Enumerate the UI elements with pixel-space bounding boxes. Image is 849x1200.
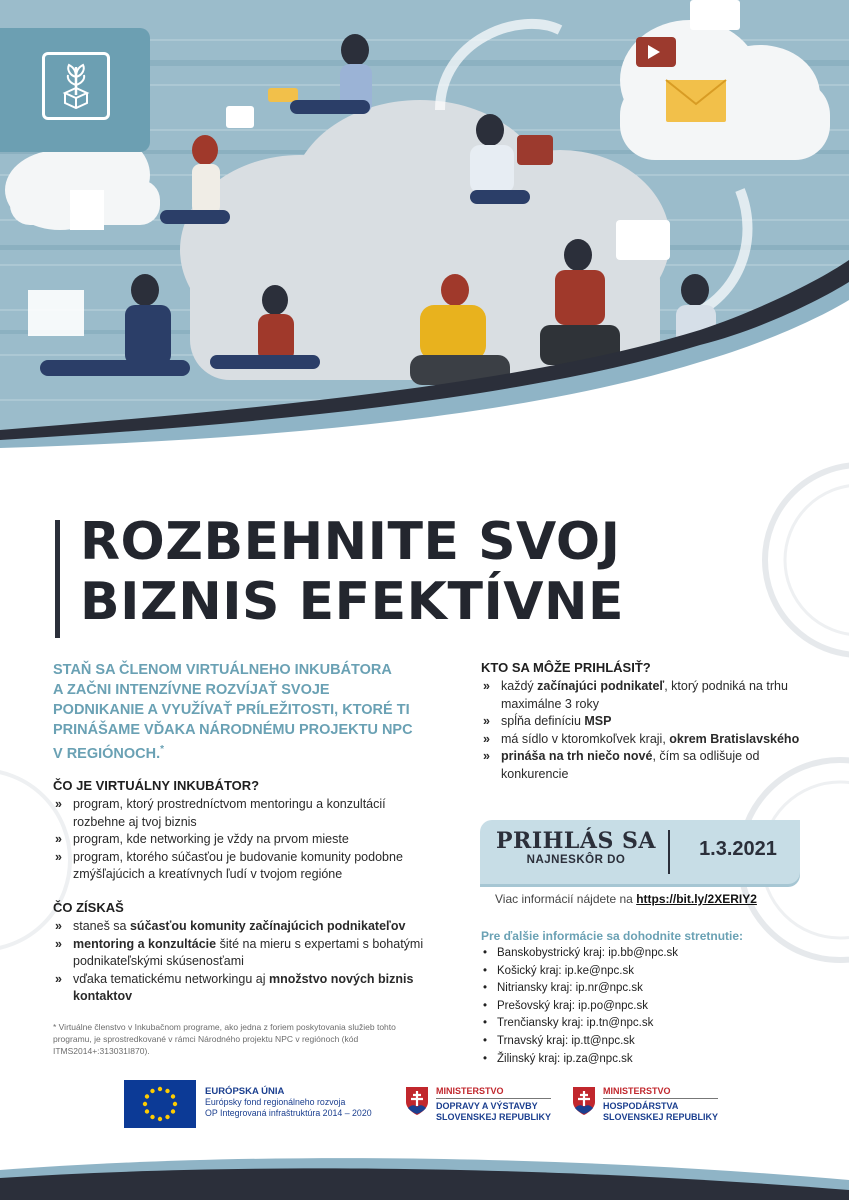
what-is-list	[53, 796, 438, 884]
intro-line: PRINÁŠAME VĎAKA NÁRODNÉMU PROJEKTU NPC	[53, 722, 413, 738]
list-item	[53, 971, 438, 1006]
headline-accent-bar	[55, 520, 60, 638]
text: šité na mieru s expertami s bohatými podnikateľskými skúsenosťami	[73, 936, 424, 968]
benefits-title: ČO ZÍSKAŠ	[53, 900, 124, 915]
list-item	[481, 713, 801, 731]
ministry-economy-logo	[603, 1086, 718, 1123]
list-item	[481, 731, 801, 749]
contacts-title: Pre ďalšie informácie sa dohodnite stretnutie:	[481, 929, 744, 943]
headline-line-1: ROZBEHNITE SVOJ	[80, 512, 621, 572]
eu-title: EURÓPSKA ÚNIA	[205, 1086, 285, 1097]
list-item	[481, 678, 801, 713]
ministry-name: DOPRAVY A VÝSTAVBY	[436, 1101, 538, 1111]
contact-item: • Nitriansky kraj: ip.nr@npc.sk	[481, 980, 678, 998]
intro-line: STAŇ SA ČLENOM VIRTUÁLNEHO INKUBÁTORA	[53, 662, 392, 678]
list-item	[53, 936, 438, 971]
footnote: * Virtuálne členstvo v Inkubačnom programe, ako jedna z foriem poskytovania služieb tohto programu, je sprostredkované v rámci Národného projektu NPC v regiónoch (kód ITMS2014+:313031I870).	[53, 1022, 396, 1056]
eu-programme: OP Integrovaná infraštruktúra 2014 – 2020	[205, 1108, 372, 1118]
more-info-link[interactable]: https://bit.ly/2XERIY2	[636, 892, 757, 906]
intro-text	[53, 660, 453, 764]
ministry-country: SLOVENSKEJ REPUBLIKY	[603, 1112, 719, 1122]
who-title: KTO SA MÔŽE PRIHLÁSIŤ?	[481, 660, 651, 675]
bottom-wave	[0, 1140, 849, 1200]
text-bold: súčasťou komunity začínajúcich podnikateľov	[129, 919, 406, 933]
text: spĺňa definíciu	[501, 714, 585, 728]
intro-line-end: V REGIÓNOCH.	[53, 745, 161, 762]
text-bold: prináša na trh niečo nové	[501, 749, 653, 763]
ministry-name: HOSPODÁRSTVA	[603, 1101, 679, 1111]
eu-logo-text	[205, 1086, 372, 1119]
text: , čím sa odlišuje od konkurencie	[501, 749, 760, 781]
text: , ktorý podniká na trhu maximálne 3 roky	[501, 679, 788, 711]
headline	[80, 512, 624, 632]
text-bold: okrem Bratislavského	[669, 731, 800, 746]
list-item	[53, 918, 438, 936]
intro-line	[53, 740, 453, 764]
intro-line: A ZAČNI INTENZÍVNE ROZVÍJAŤ SVOJE	[53, 682, 330, 698]
text: vďaka tematickému networkingu aj	[73, 971, 269, 986]
apply-title: PRIHLÁS SA	[496, 828, 656, 854]
ministry-head: MINISTERSTVO	[603, 1086, 718, 1099]
contact-item: • Trenčiansky kraj: ip.tn@npc.sk	[481, 1015, 678, 1033]
ministry-head: MINISTERSTVO	[436, 1086, 551, 1099]
contact-item: • Banskobystrický kraj: ip.bb@npc.sk	[481, 945, 678, 963]
contact-item: • Trnavský kraj: ip.tt@npc.sk	[481, 1033, 678, 1051]
text-bold: MSP	[584, 714, 612, 728]
apply-deadline-label: NAJNESKÔR DO	[526, 854, 626, 866]
list-item	[481, 748, 801, 783]
headline-line-2: BIZNIS EFEKTÍVNE	[80, 572, 625, 632]
text-bold: začínajúci podnikateľ	[537, 679, 665, 693]
slovak-coat-of-arms-icon	[405, 1086, 429, 1116]
who-list	[481, 678, 801, 783]
ministry-transport-logo	[436, 1086, 551, 1123]
what-is-title: ČO JE VIRTUÁLNY INKUBÁTOR?	[53, 778, 260, 793]
deadline-date: 1.3.2021	[699, 838, 777, 860]
contact-item: • Prešovský kraj: ip.po@npc.sk	[481, 998, 678, 1016]
contact-item: • Žilinský kraj: ip.za@npc.sk	[481, 1051, 678, 1069]
contact-item: • Košický kraj: ip.ke@npc.sk	[481, 963, 678, 981]
divider	[668, 830, 670, 874]
ministry-country: SLOVENSKEJ REPUBLIKY	[436, 1112, 552, 1122]
slovak-coat-of-arms-icon	[572, 1086, 596, 1116]
text-bold: množstvo nových biznis kontaktov	[73, 971, 414, 1003]
apply-label	[496, 828, 656, 866]
text: má sídlo v ktoromkoľvek kraji,	[501, 731, 670, 746]
text-bold: mentoring a konzultácie	[73, 936, 217, 951]
apply-banner	[480, 820, 800, 884]
more-info-text: Viac informácií nájdete na	[495, 892, 637, 906]
text: každý	[501, 679, 538, 693]
text: staneš sa	[73, 919, 130, 933]
intro-line: PODNIKANIE A VYUŽÍVAŤ PRÍLEŽITOSTI, KTORÉ TI	[53, 702, 410, 718]
benefits-list	[53, 918, 438, 1006]
list-item: » program, ktorý prostredníctvom mentoringu a konzultácií rozbehne aj tvoj biznis	[53, 796, 438, 831]
list-item: » program, kde networking je vždy na prvom mieste	[53, 831, 438, 849]
intro-asterisk: *	[160, 744, 165, 755]
eu-flag-icon	[124, 1080, 196, 1128]
more-info	[495, 892, 757, 906]
contacts-list	[481, 945, 678, 1068]
eu-fund: Európsky fond regionálneho rozvoja	[205, 1097, 346, 1107]
list-item: » program, ktorého súčasťou je budovanie komunity podobne zmýšľajúcich a kreatívnych ľudí v tvojom regióne	[53, 849, 438, 884]
